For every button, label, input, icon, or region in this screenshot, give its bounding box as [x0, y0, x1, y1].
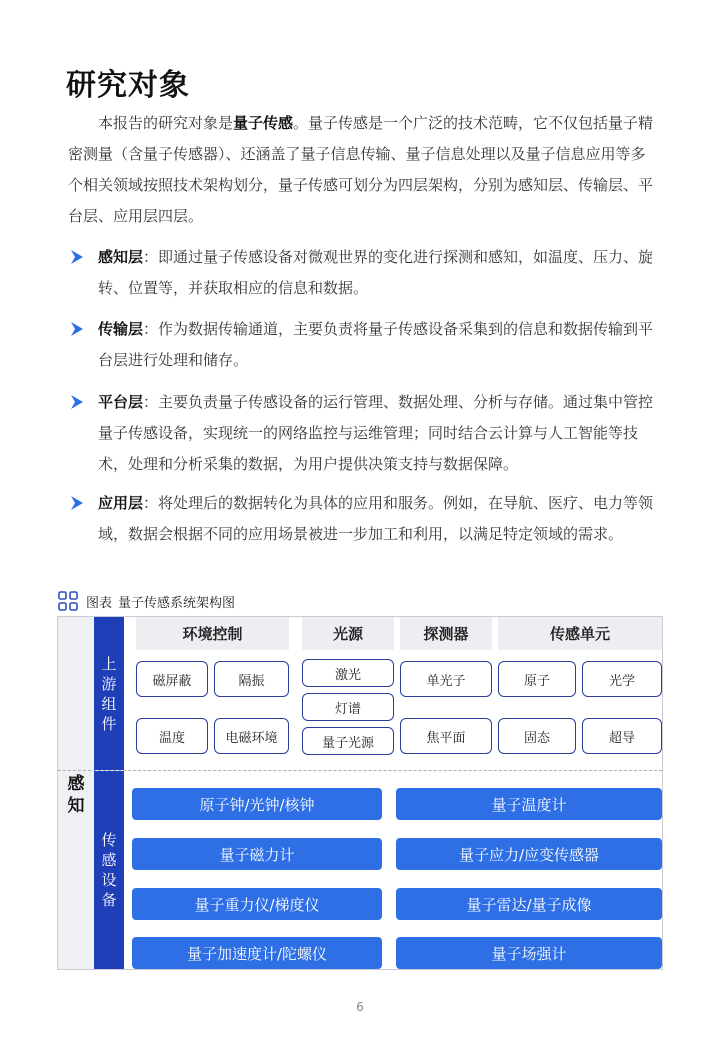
component-chip: 激光 [302, 659, 394, 687]
page-title: 研究对象 [66, 68, 190, 103]
device-pill: 量子场强计 [396, 937, 662, 969]
component-chip: 电磁环境 [214, 718, 289, 754]
architecture-diagram [57, 616, 663, 970]
bullet-term: 应用层 [98, 494, 144, 512]
bullet-transport-layer [68, 314, 656, 376]
component-chip: 超导 [582, 718, 662, 754]
component-chip: 磁屏蔽 [136, 661, 208, 697]
column-header-unit: 传感单元 [498, 617, 662, 650]
intro-rest: 。量子传感是一个广泛的技术范畴，它不仅包括量子精密测量（含量子传感器）、还涵盖了量子信息传输、量子信息处理以及量子信息应用等多个相关领域按照技术架构划分，量子传感可划分为四层架构，分别为感知层、传输层、平台层、应用层四层。 [68, 114, 654, 225]
component-chip: 原子 [498, 661, 576, 697]
page-number: 6 [356, 1000, 364, 1014]
bullet-platform-layer [68, 387, 656, 480]
bullet-text: ：主要负责量子传感设备的运行管理、数据处理、分析与存储。通过集中管控量子传感设备，实现统一的网络监控与运维管理；同时结合云计算与人工智能等技术，处理和分析采集的数据，为用户提供决策支持与数据保障。 [98, 393, 654, 473]
caption-label: 图表 [86, 595, 113, 611]
chevron-right-icon [68, 248, 86, 266]
component-chip: 温度 [136, 718, 208, 754]
chevron-right-icon [68, 393, 86, 411]
perception-label-text: 感知 [67, 774, 85, 816]
device-pill: 量子磁力计 [132, 838, 382, 870]
device-pill: 量子重力仪/梯度仪 [132, 888, 382, 920]
grid-icon [58, 591, 78, 611]
device-pill: 量子温度计 [396, 788, 662, 820]
device-pill: 量子应力/应变传感器 [396, 838, 662, 870]
sensing-devices-bar [94, 771, 124, 969]
figure-caption [58, 590, 235, 612]
devices-label: 传感设备 [101, 831, 117, 909]
component-chip: 焦平面 [400, 718, 492, 754]
chevron-right-icon [68, 494, 86, 512]
device-pill: 量子加速度计/陀螺仪 [132, 937, 382, 969]
divider [58, 770, 662, 771]
perception-label [58, 773, 94, 817]
upstream-components-bar [94, 617, 124, 770]
column-header-env: 环境控制 [136, 617, 289, 650]
intro-lead: 本报告的研究对象是 [98, 114, 234, 132]
column-header-light: 光源 [302, 617, 394, 650]
intro-paragraph [68, 108, 656, 232]
component-chip: 隔振 [214, 661, 289, 697]
intro-emphasis: 量子传感 [233, 114, 294, 132]
bullet-term: 感知层 [98, 248, 144, 266]
column-header-detector: 探测器 [400, 617, 492, 650]
component-chip: 量子光源 [302, 727, 394, 755]
component-chip: 光学 [582, 661, 662, 697]
device-pill: 原子钟/光钟/核钟 [132, 788, 382, 820]
component-chip: 固态 [498, 718, 576, 754]
upstream-label: 上游组件 [101, 654, 117, 733]
caption-title: 量子传感系统架构图 [118, 595, 236, 611]
bullet-text: ：即通过量子传感设备对微观世界的变化进行探测和感知，如温度、压力、旋转、位置等，并获取相应的信息和数据。 [98, 248, 654, 297]
bullet-term: 传输层 [98, 320, 144, 338]
bullet-application-layer [68, 488, 656, 550]
bullet-term: 平台层 [98, 393, 144, 411]
chevron-right-icon [68, 320, 86, 338]
component-chip: 单光子 [400, 661, 492, 697]
component-chip: 灯谱 [302, 693, 394, 721]
device-pill: 量子雷达/量子成像 [396, 888, 662, 920]
bullet-perception-layer [68, 242, 656, 304]
bullet-text: ：将处理后的数据转化为具体的应用和服务。例如，在导航、医疗、电力等领域，数据会根据不同的应用场景被进一步加工和利用，以满足特定领域的需求。 [98, 494, 654, 543]
bullet-text: ：作为数据传输通道，主要负责将量子传感设备采集到的信息和数据传输到平台层进行处理和储存。 [98, 320, 654, 369]
